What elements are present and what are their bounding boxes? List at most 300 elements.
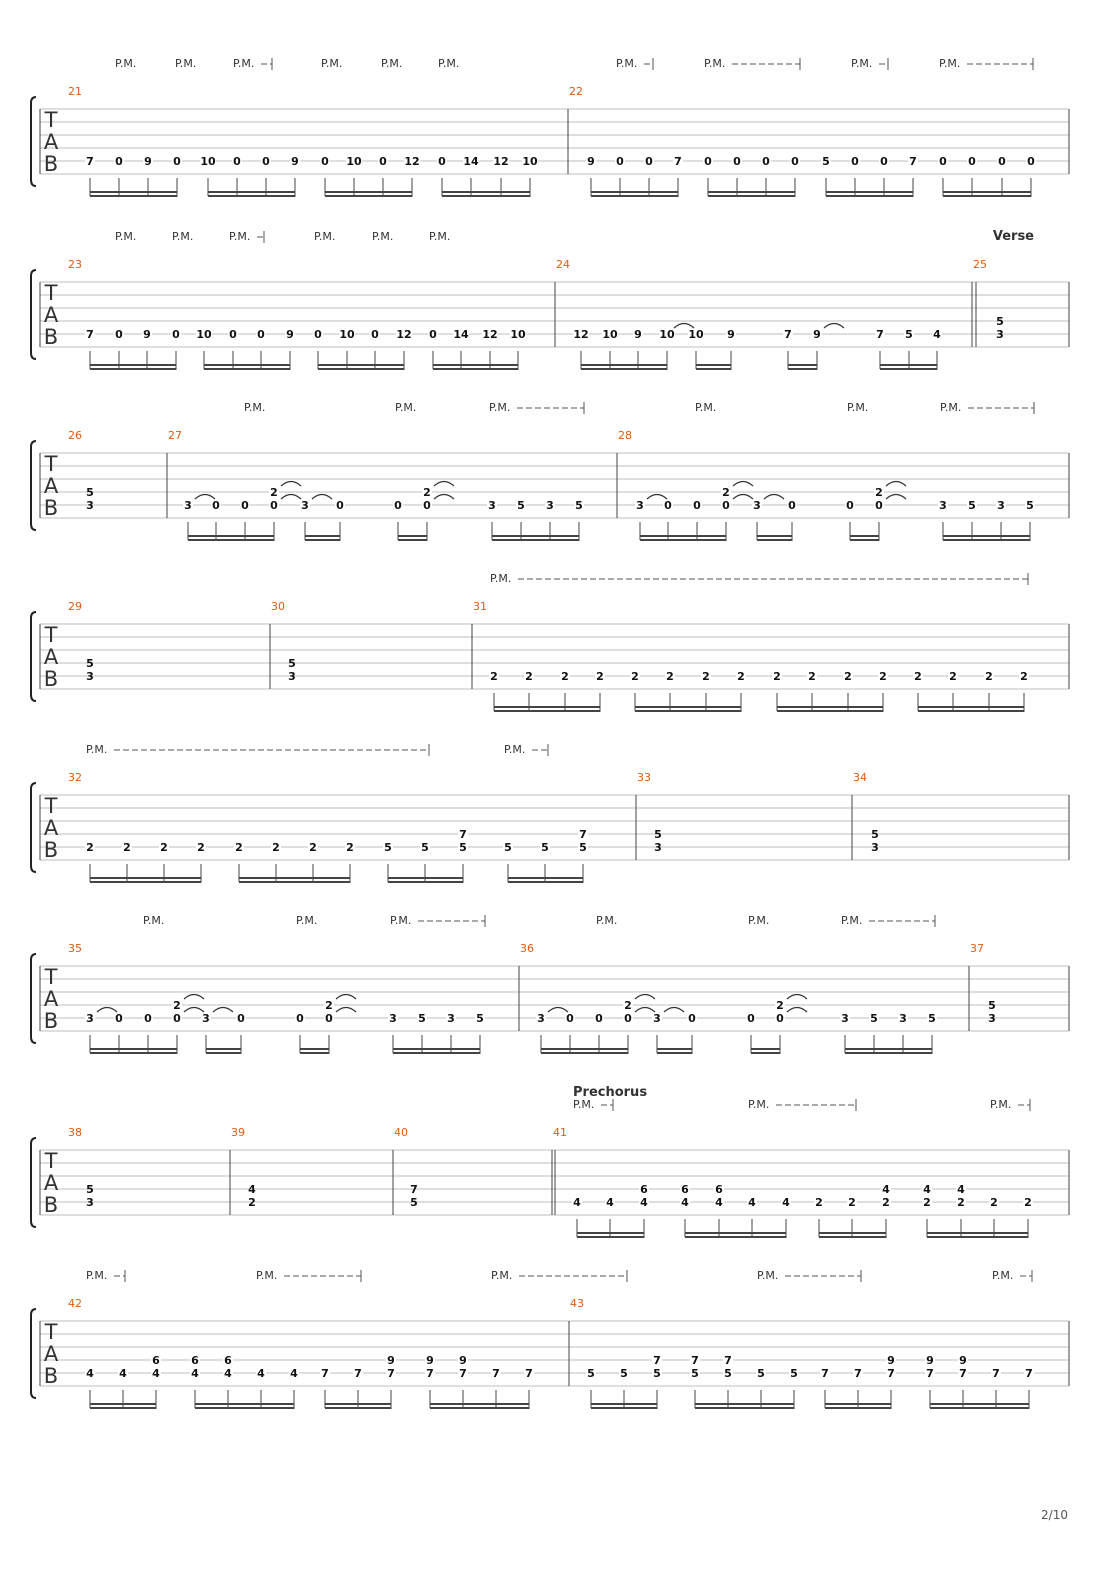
fret-number: 4 [152,1367,160,1380]
palm-mute-label: P.M. [489,401,511,414]
fret-number: 5 [1026,499,1034,512]
measure-number: 39 [231,1126,245,1139]
fret-number: 3 [86,1012,94,1025]
tie-arc [664,1008,684,1013]
measure-number: 21 [68,85,82,98]
fret-number: 7 [784,328,792,341]
fret-number: 4 [606,1196,614,1209]
fret-number: 0 [237,1012,245,1025]
palm-mute-label: P.M. [851,57,873,70]
fret-number: 3 [654,841,662,854]
fret-number: 3 [546,499,554,512]
fret-number: 2 [702,670,710,683]
tab-clef-letter: A [43,1171,59,1195]
fret-number: 10 [196,328,212,341]
fret-number: 2 [949,670,957,683]
fret-number: 0 [172,328,180,341]
measure-number: 34 [853,771,867,784]
measure-number: 26 [68,429,82,442]
fret-number: 12 [493,155,509,168]
tie-arc [213,1008,233,1013]
tab-clef-letter: A [43,645,59,669]
fret-number: 5 [871,828,879,841]
palm-mute-label: P.M. [296,914,318,927]
fret-number: 7 [909,155,917,168]
fret-number: 5 [541,841,549,854]
fret-number: 4 [86,1367,94,1380]
tab-clef-letter: A [43,303,59,327]
fret-number: 2 [844,670,852,683]
fret-number: 0 [241,499,249,512]
tab-clef-letter: B [43,1009,59,1033]
fret-number: 12 [482,328,498,341]
fret-number: 7 [86,155,94,168]
tie-arc [787,1008,807,1013]
fret-number: 7 [691,1354,699,1367]
fret-number: 9 [887,1354,895,1367]
tie-arc [733,482,753,487]
fret-number: 0 [566,1012,574,1025]
fret-number: 4 [224,1367,232,1380]
fret-number: 3 [636,499,644,512]
fret-number: 4 [119,1367,127,1380]
palm-mute-label: P.M. [372,230,394,243]
tie-arc [548,1008,568,1013]
fret-number: 10 [659,328,675,341]
fret-number: 5 [905,328,913,341]
fret-number: 6 [191,1354,199,1367]
palm-mute-label: P.M. [143,914,165,927]
fret-number: 2 [957,1196,965,1209]
measure-number: 32 [68,771,82,784]
fret-number: 0 [851,155,859,168]
fret-number: 2 [914,670,922,683]
fret-number: 4 [640,1196,648,1209]
fret-number: 7 [459,828,467,841]
fret-number: 4 [882,1183,890,1196]
palm-mute-label: P.M. [695,401,717,414]
fret-number: 3 [301,499,309,512]
palm-mute-label: P.M. [381,57,403,70]
measure-number: 23 [68,258,82,271]
tie-arc [184,995,204,1000]
fret-number: 5 [968,499,976,512]
fret-number: 3 [871,841,879,854]
palm-mute-label: P.M. [115,230,137,243]
fret-number: 2 [631,670,639,683]
palm-mute-label: P.M. [491,1269,513,1282]
fret-number: 0 [791,155,799,168]
fret-number: 6 [640,1183,648,1196]
tab-clef-letter: T [44,623,58,647]
palm-mute-label: P.M. [939,57,961,70]
system-bracket [31,954,36,1043]
fret-number: 4 [573,1196,581,1209]
fret-number: 2 [197,841,205,854]
palm-mute-label: P.M. [940,401,962,414]
fret-number: 9 [634,328,642,341]
fret-number: 2 [123,841,131,854]
system-bracket [31,1138,36,1227]
fret-number: 7 [86,328,94,341]
fret-number: 7 [926,1367,934,1380]
fret-number: 0 [233,155,241,168]
fret-number: 7 [992,1367,1000,1380]
palm-mute-label: P.M. [429,230,451,243]
fret-number: 12 [573,328,589,341]
fret-number: 0 [394,499,402,512]
fret-number: 7 [674,155,682,168]
fret-number: 5 [517,499,525,512]
tie-arc [886,482,906,487]
tie-arc [733,495,753,500]
fret-number: 4 [782,1196,790,1209]
fret-number: 5 [288,657,296,670]
fret-number: 14 [463,155,479,168]
tab-clef-letter: B [43,496,59,520]
measure-number: 40 [394,1126,408,1139]
fret-number: 7 [579,828,587,841]
tab-clef-letter: A [43,987,59,1011]
fret-number: 2 [985,670,993,683]
fret-number: 6 [224,1354,232,1367]
fret-number: 4 [681,1196,689,1209]
fret-number: 0 [325,1012,333,1025]
fret-number: 0 [624,1012,632,1025]
palm-mute-label: P.M. [990,1098,1012,1111]
fret-number: 7 [724,1354,732,1367]
fret-number: 0 [762,155,770,168]
palm-mute-label: P.M. [490,572,512,585]
tab-clef-letter: B [43,667,59,691]
fret-number: 5 [504,841,512,854]
fret-number: 5 [410,1196,418,1209]
tab-clef-letter: A [43,474,59,498]
tab-clef-letter: A [43,1342,59,1366]
fret-number: 0 [144,1012,152,1025]
fret-number: 3 [841,1012,849,1025]
fret-number: 7 [387,1367,395,1380]
fret-number: 0 [998,155,1006,168]
tab-clef-letter: B [43,1193,59,1217]
measure-number: 29 [68,600,82,613]
tie-arc [336,1008,356,1013]
fret-number: 0 [693,499,701,512]
tie-arc [635,1008,655,1013]
tie-arc [886,495,906,500]
tab-clef-letter: T [44,1320,58,1344]
fret-number: 2 [875,486,883,499]
fret-number: 4 [933,328,941,341]
fret-number: 0 [115,328,123,341]
palm-mute-label: P.M. [86,743,108,756]
fret-number: 0 [270,499,278,512]
fret-number: 7 [821,1367,829,1380]
fret-number: 3 [86,1196,94,1209]
palm-mute-label: P.M. [172,230,194,243]
fret-number: 9 [813,328,821,341]
fret-number: 2 [882,1196,890,1209]
fret-number: 2 [272,841,280,854]
system-bracket [31,97,36,186]
fret-number: 10 [339,328,355,341]
tab-clef-letter: T [44,1149,58,1173]
fret-number: 2 [596,670,604,683]
measure-number: 31 [473,600,487,613]
fret-number: 6 [681,1183,689,1196]
fret-number: 5 [691,1367,699,1380]
tie-arc [764,495,784,500]
palm-mute-label: P.M. [504,743,526,756]
fret-number: 5 [757,1367,765,1380]
measure-number: 41 [553,1126,567,1139]
fret-number: 2 [773,670,781,683]
fret-number: 0 [722,499,730,512]
fret-number: 2 [722,486,730,499]
fret-number: 7 [876,328,884,341]
palm-mute-label: P.M. [841,914,863,927]
tie-arc [97,1008,117,1013]
tie-arc [281,495,301,500]
palm-mute-label: P.M. [847,401,869,414]
fret-number: 0 [296,1012,304,1025]
fret-number: 4 [748,1196,756,1209]
section-label: Verse [992,229,1034,244]
fret-number: 2 [525,670,533,683]
tab-clef-letter: A [43,130,59,154]
fret-number: 3 [86,670,94,683]
fret-number: 0 [173,1012,181,1025]
fret-number: 4 [923,1183,931,1196]
fret-number: 0 [704,155,712,168]
fret-number: 0 [262,155,270,168]
fret-number: 2 [666,670,674,683]
fret-number: 2 [248,1196,256,1209]
fret-number: 3 [288,670,296,683]
palm-mute-label: P.M. [573,1098,595,1111]
fret-number: 2 [624,999,632,1012]
fret-number: 0 [776,1012,784,1025]
fret-number: 5 [418,1012,426,1025]
fret-number: 5 [587,1367,595,1380]
palm-mute-label: P.M. [395,401,417,414]
tab-clef-letter: B [43,838,59,862]
palm-mute-label: P.M. [704,57,726,70]
fret-number: 3 [939,499,947,512]
fret-number: 5 [86,657,94,670]
fret-number: 9 [144,155,152,168]
fret-number: 5 [790,1367,798,1380]
fret-number: 0 [321,155,329,168]
fret-number: 7 [959,1367,967,1380]
fret-number: 9 [291,155,299,168]
tab-clef-letter: T [44,965,58,989]
fret-number: 7 [354,1367,362,1380]
fret-number: 0 [429,328,437,341]
measure-number: 42 [68,1297,82,1310]
fret-number: 5 [476,1012,484,1025]
palm-mute-label: P.M. [233,57,255,70]
fret-number: 9 [286,328,294,341]
fret-number: 5 [575,499,583,512]
system-bracket [31,612,36,701]
fret-number: 2 [815,1196,823,1209]
fret-number: 2 [173,999,181,1012]
fret-number: 0 [173,155,181,168]
fret-number: 0 [1027,155,1035,168]
fret-number: 2 [86,841,94,854]
fret-number: 3 [537,1012,545,1025]
system-bracket [31,783,36,872]
fret-number: 0 [336,499,344,512]
tie-arc [312,495,332,500]
fret-number: 4 [248,1183,256,1196]
fret-number: 0 [115,155,123,168]
fret-number: 0 [229,328,237,341]
tab-clef-letter: B [43,1364,59,1388]
measure-number: 30 [271,600,285,613]
fret-number: 3 [86,499,94,512]
tab-clef-letter: T [44,281,58,305]
fret-number: 4 [715,1196,723,1209]
fret-number: 5 [459,841,467,854]
fret-number: 10 [510,328,526,341]
measure-number: 27 [168,429,182,442]
fret-number: 5 [421,841,429,854]
fret-number: 5 [579,841,587,854]
palm-mute-label: P.M. [175,57,197,70]
fret-number: 10 [602,328,618,341]
fret-number: 5 [384,841,392,854]
fret-number: 0 [115,1012,123,1025]
tie-arc [184,1008,204,1013]
fret-number: 12 [396,328,412,341]
fret-number: 3 [202,1012,210,1025]
fret-number: 3 [653,1012,661,1025]
fret-number: 2 [346,841,354,854]
fret-number: 12 [404,155,420,168]
tab-clef-letter: B [43,152,59,176]
fret-number: 2 [1024,1196,1032,1209]
fret-number: 5 [988,999,996,1012]
tab-clef-letter: T [44,794,58,818]
section-label: Prechorus [573,1085,648,1100]
fret-number: 2 [270,486,278,499]
palm-mute-label: P.M. [229,230,251,243]
fret-number: 7 [459,1367,467,1380]
fret-number: 7 [410,1183,418,1196]
fret-number: 5 [86,486,94,499]
fret-number: 9 [727,328,735,341]
fret-number: 0 [438,155,446,168]
palm-mute-label: P.M. [86,1269,108,1282]
fret-number: 0 [747,1012,755,1025]
system-bracket [31,441,36,530]
fret-number: 0 [688,1012,696,1025]
fret-number: 3 [389,1012,397,1025]
fret-number: 0 [645,155,653,168]
page-number: 2/10 [1041,1508,1068,1522]
fret-number: 0 [371,328,379,341]
fret-number: 9 [959,1354,967,1367]
fret-number: 0 [595,1012,603,1025]
palm-mute-label: P.M. [596,914,618,927]
measure-number: 36 [520,942,534,955]
fret-number: 7 [426,1367,434,1380]
fret-number: 3 [447,1012,455,1025]
fret-number: 9 [926,1354,934,1367]
tab-clef-letter: T [44,108,58,132]
fret-number: 10 [522,155,538,168]
fret-number: 0 [379,155,387,168]
tab-clef-letter: T [44,452,58,476]
fret-number: 7 [1025,1367,1033,1380]
fret-number: 2 [160,841,168,854]
fret-number: 7 [887,1367,895,1380]
fret-number: 5 [86,1183,94,1196]
fret-number: 3 [184,499,192,512]
fret-number: 9 [387,1354,395,1367]
fret-number: 2 [737,670,745,683]
measure-number: 22 [569,85,583,98]
tab-clef-letter: B [43,325,59,349]
fret-number: 4 [957,1183,965,1196]
fret-number: 0 [788,499,796,512]
fret-number: 2 [848,1196,856,1209]
fret-number: 2 [423,486,431,499]
fret-number: 9 [426,1354,434,1367]
tie-arc [336,995,356,1000]
tie-arc [635,995,655,1000]
tie-arc [434,495,454,500]
fret-number: 6 [152,1354,160,1367]
tie-arc [281,482,301,487]
palm-mute-label: P.M. [314,230,336,243]
fret-number: 2 [490,670,498,683]
fret-number: 2 [990,1196,998,1209]
palm-mute-label: P.M. [390,914,412,927]
fret-number: 7 [492,1367,500,1380]
tie-arc [434,482,454,487]
measure-number: 24 [556,258,570,271]
fret-number: 4 [290,1367,298,1380]
fret-number: 3 [488,499,496,512]
tab-clef-letter: A [43,816,59,840]
fret-number: 0 [212,499,220,512]
fret-number: 7 [525,1367,533,1380]
fret-number: 2 [561,670,569,683]
fret-number: 2 [776,999,784,1012]
fret-number: 9 [587,155,595,168]
fret-number: 5 [996,315,1004,328]
fret-number: 0 [875,499,883,512]
fret-number: 2 [1020,670,1028,683]
palm-mute-label: P.M. [115,57,137,70]
fret-number: 0 [664,499,672,512]
fret-number: 2 [923,1196,931,1209]
palm-mute-label: P.M. [438,57,460,70]
fret-number: 3 [988,1012,996,1025]
palm-mute-label: P.M. [616,57,638,70]
fret-number: 10 [688,328,704,341]
fret-number: 0 [968,155,976,168]
fret-number: 5 [653,1367,661,1380]
fret-number: 10 [346,155,362,168]
system-bracket [31,270,36,359]
fret-number: 0 [939,155,947,168]
fret-number: 2 [879,670,887,683]
fret-number: 7 [653,1354,661,1367]
